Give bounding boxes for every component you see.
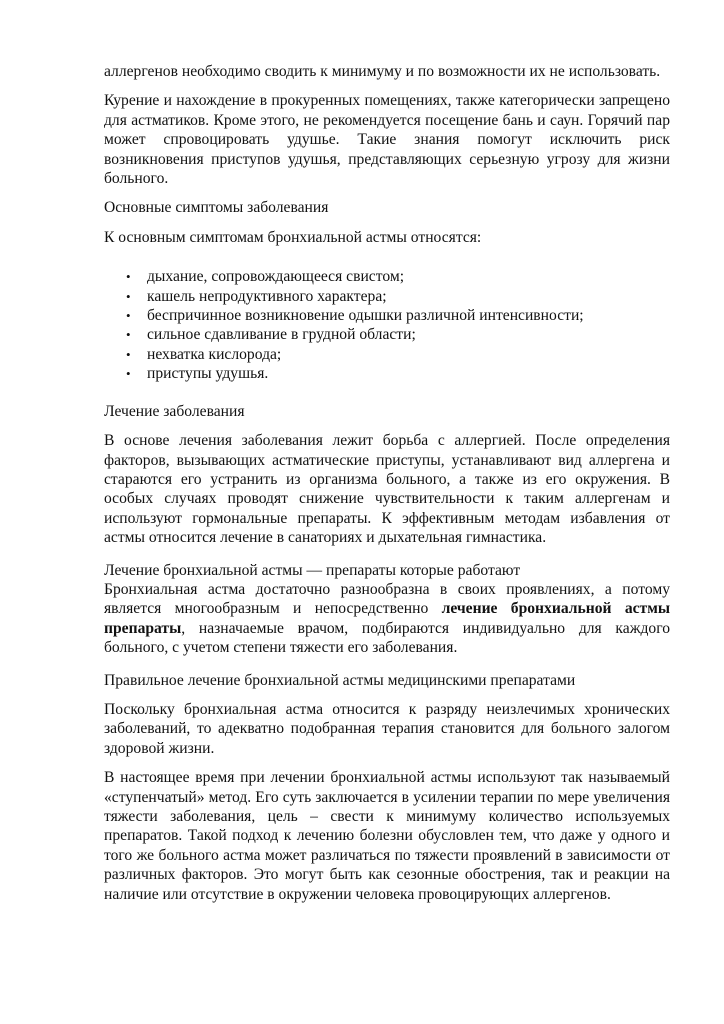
paragraph-drugs-start: Бронхиальная астма достаточно разнообразна в своих проявлениях, а потому является многообразным и непосредственно (104, 580, 670, 618)
symptoms-list (104, 267, 670, 383)
paragraph-smoking: Курение и нахождение в прокуренных помещениях, также категорически запрещено для астматиков. Кроме этого, не рекомендуется посещение бань и саун. Горячий пар может спровоцировать удушье. Такие знания помогут исключить риск возникновения приступов удушья, представляющих серьезную угрозу для жизни больного. (104, 92, 670, 188)
bullet-icon: • (126, 346, 131, 362)
list-item (104, 364, 670, 383)
list-item-text: приступы удушья. (147, 365, 269, 383)
heading-treatment: Лечение заболевания (104, 402, 245, 420)
paragraph-treatment: В основе лечения заболевания лежит борьба с аллергией. После определения факторов, вызывающих астматические приступы, устанавливают вид аллергена и стараются его устранить из организма больного, а также из его окружения. В особых случаях проводят снижение чувствительности к таким аллергенам и используют гормональные препараты. К эффективным методам избавления от астмы относится лечение в санаториях и дыхательная гимнастика. (104, 432, 670, 547)
list-item-text: беспричинное возникновение одышки различной интенсивности; (147, 307, 584, 325)
bullet-icon: • (126, 366, 131, 382)
paragraph-allergens: аллергенов необходимо сводить к минимуму и по возможности их не использовать. (104, 63, 661, 80)
heading-symptoms: Основные симптомы заболевания (104, 199, 329, 217)
list-item (104, 287, 670, 306)
list-item-text: кашель непродуктивного характера; (147, 287, 387, 305)
bullet-icon: • (126, 288, 131, 304)
list-item-text: нехватка кислорода; (147, 345, 282, 363)
list-item (104, 267, 670, 286)
paragraph-symptoms-intro: К основным симптомам бронхиальной астмы относятся: (104, 228, 482, 246)
bullet-icon: • (126, 327, 131, 343)
list-item-text: сильное сдавливание в грудной области; (147, 326, 416, 344)
paragraph-chronic: Поскольку бронхиальная астма относится к разряду неизлечимых хронических заболеваний, то адекватно подобранная терапия становится для больного залогом здоровой жизни. (104, 700, 670, 757)
heading-correct-treatment: Правильное лечение бронхиальной астмы медицинскими препаратами (104, 671, 576, 689)
paragraph-stepwise: В настоящее время при лечении бронхиальной астмы используют так называемый «ступенчатый» метод. Его суть заключается в усилении терапии по мере увеличения тяжести заболевания, цель – свести к минимуму количество используемых препаратов. Такой подход к лечению болезни обусловлен тем, что даже у одного и того же больного астма может различаться по тяжести проявлений в зависимости от различных факторов. Это могут быть как сезонные обострения, так и реакции на наличие или отсутствие в окружении человека провоцирующих аллергенов. (104, 769, 670, 903)
document-page (104, 62, 670, 904)
paragraph-drugs-end: , назначаемые врачом, подбираются индивидуально для каждого больного, с учетом степени тяжести его заболевания. (104, 619, 670, 657)
bold-phrase: лечение бронхиальной астмы препараты (104, 600, 671, 637)
list-item (104, 325, 670, 344)
bullet-icon: • (126, 308, 131, 324)
paragraph-drugs (104, 580, 670, 658)
bullet-icon: • (126, 269, 131, 285)
list-item-text: дыхание, сопровождающееся свистом; (147, 268, 405, 286)
heading-drugs: Лечение бронхиальной астмы — препараты которые работают (104, 561, 521, 579)
list-item (104, 306, 670, 325)
list-item (104, 345, 670, 364)
